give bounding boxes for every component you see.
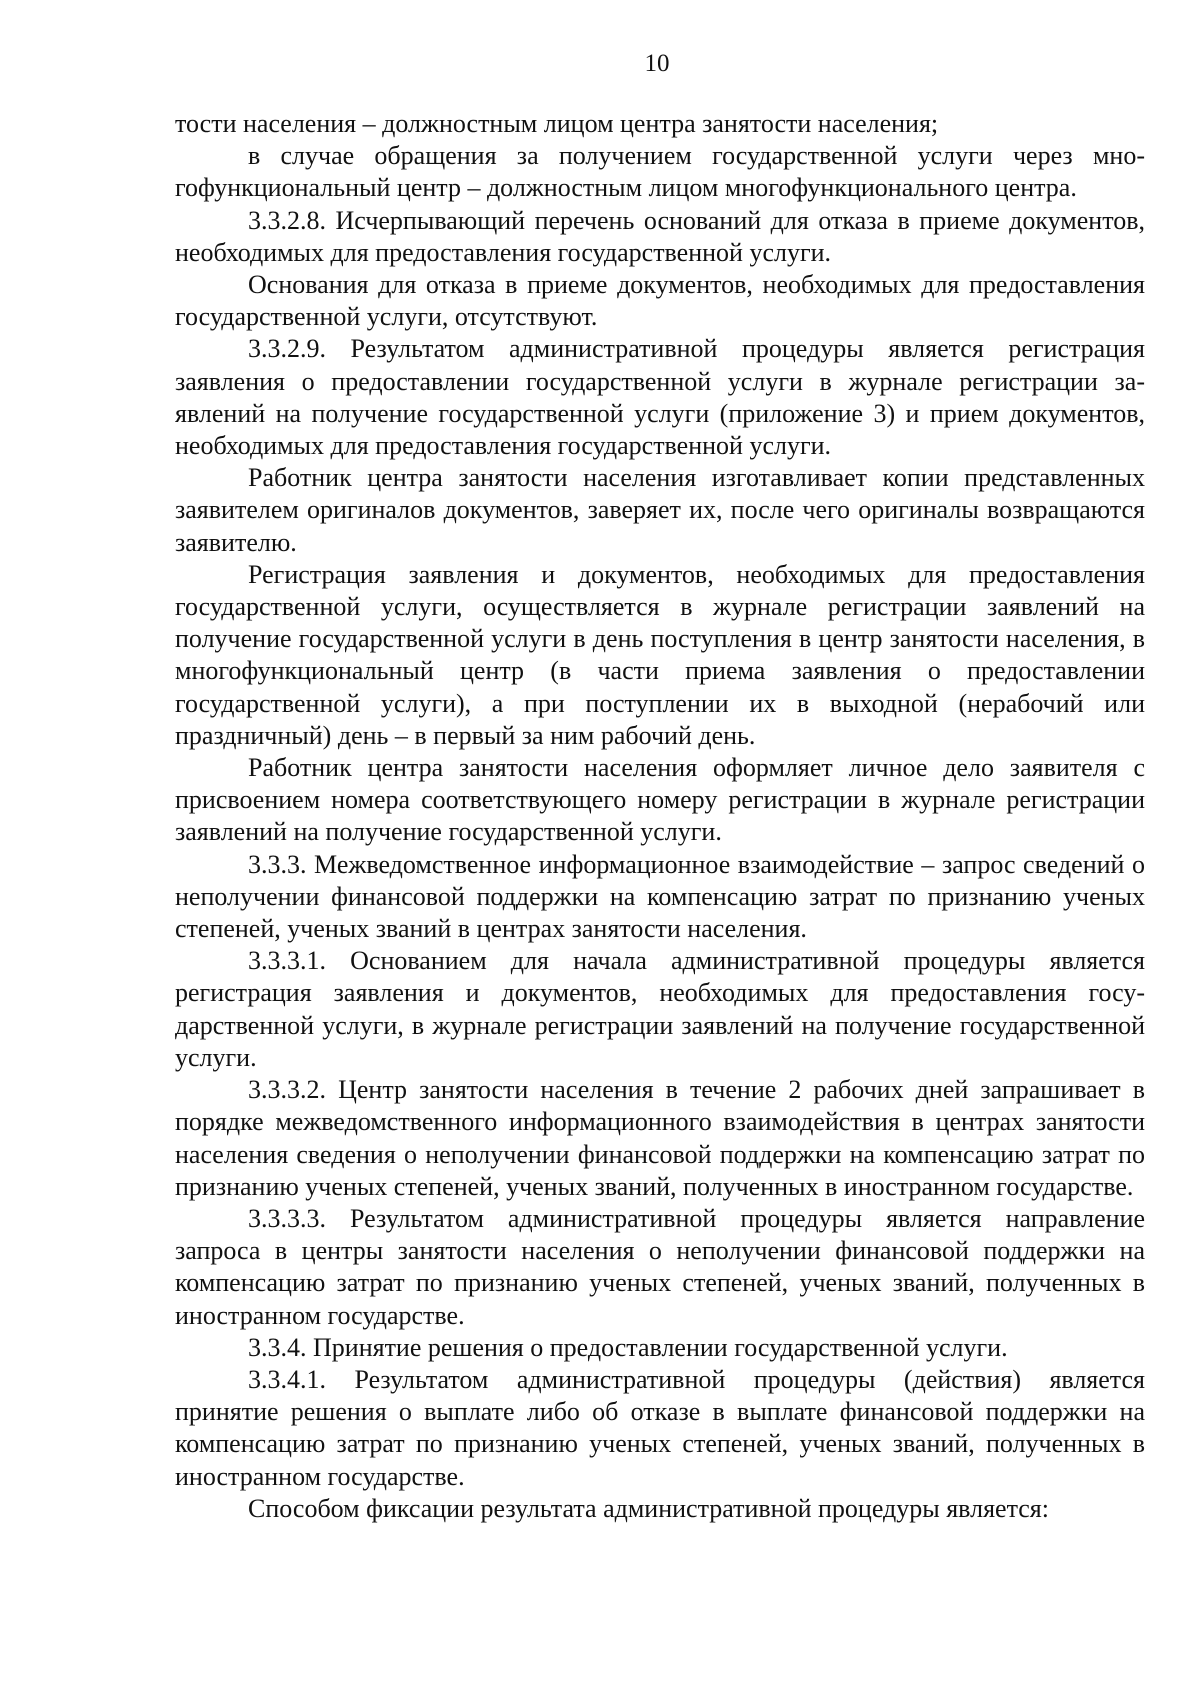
paragraph: в случае обращения за получением государственной услуги через многофункциональный центр – должностным лицом многофункционального центра.	[175, 141, 1145, 203]
paragraph: 3.3.4.1. Результатом административной процедуры (действия) является принятие решения о выплате либо об отказе в выплате финансовой поддержки на компенсацию затрат по признанию ученых степеней, ученых званий, полученных в иностранном государстве.	[175, 1364, 1145, 1491]
paragraph: 3.3.2.8. Исчерпывающий перечень оснований для отказа в приеме документов, необходимых для предоставления государственной услуги.	[175, 205, 1145, 267]
paragraph: 3.3.4. Принятие решения о предоставлении государственной услуги.	[248, 1332, 1008, 1362]
paragraph: 3.3.3.3. Результатом административной процедуры является направление запроса в центры занятости населения о неполучении финансовой поддержки на компенсацию затрат по признанию ученых степеней, ученых званий, полученных в иностранном государстве.	[175, 1203, 1145, 1330]
paragraph: 3.3.3. Межведомственное информационное взаимодействие – запрос сведений о неполучении финансовой поддержки на компенсацию затрат по признанию ученых степеней, ученых званий в центрах занятости населения.	[175, 849, 1145, 944]
paragraph: Работник центра занятости населения изготавливает копии представленных заявителем оригиналов документов, заверяет их, после чего оригиналы возвращаются заявителю.	[175, 463, 1145, 557]
paragraph: Способом фиксации результата административной процедуры является:	[248, 1493, 1049, 1523]
paragraph: 3.3.3.2. Центр занятости населения в течение 2 рабочих дней запрашивает в порядке межведомственного информационного взаимодействия в центрах занятости населения сведения о неполучении финансовой поддержки на компенсацию затрат по признанию ученых степеней, ученых званий, полученных в иностранном государстве.	[175, 1075, 1145, 1201]
paragraph: 3.3.2.9. Результатом административной процедуры является регистрация заявления о предоставлении государственной услуги в журнале регистрации заявлений на получение государственной услуги (приложение 3) и прием документов, необходимых для предоставления государственной услуги.	[175, 334, 1145, 461]
page-number: 10	[644, 50, 670, 77]
paragraph: Работник центра занятости населения оформляет личное дело заявителя с присвоением номера соответствующего номеру регистрации в журнале регистрации заявлений на получение государственной услуги.	[175, 753, 1145, 847]
document-body	[175, 108, 1145, 1525]
paragraph: Основания для отказа в приеме документов, необходимых для предоставления государственной услуги, отсутствуют.	[175, 270, 1145, 332]
paragraph: Регистрация заявления и документов, необходимых для предоставления государственной услуги, осуществляется в журнале регистрации заявлений на получение государственной услуги в день поступления в центр занятости населения, в многофункциональный центр (в части приема заявления о предоставлении государственной услуги), а при поступлении их в выходной (нерабочий или праздничный) день – в первый за ним рабочий день.	[175, 559, 1145, 750]
paragraph: 3.3.3.1. Основанием для начала административной процедуры является регистрация заявления и документов, необходимых для предоставления государственной услуги, в журнале регистрации заявлений на получение государственной услуги.	[175, 946, 1145, 1072]
paragraph: тости населения – должностным лицом центра занятости населения;	[175, 109, 939, 138]
